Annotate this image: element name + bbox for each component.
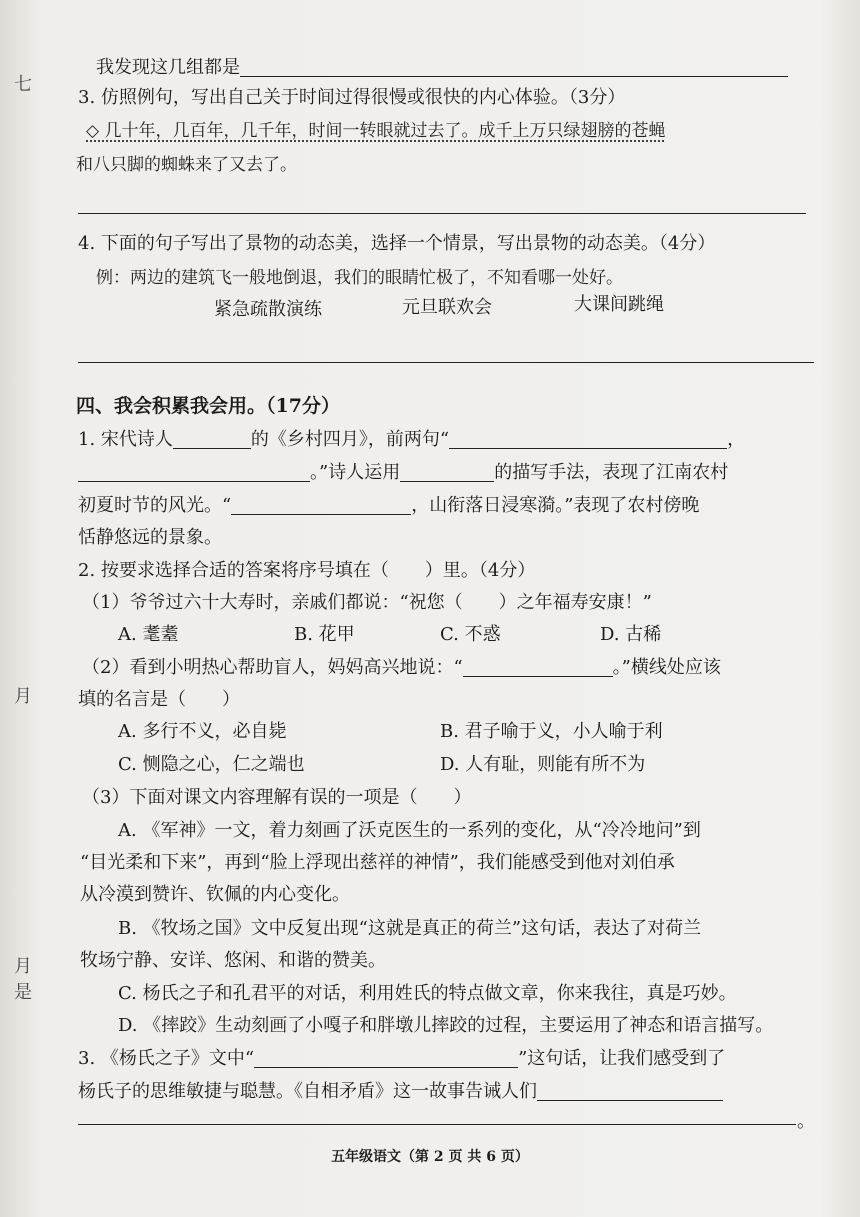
q3-example-line2: 和八只脚的蜘蛛来了又去了。 <box>76 155 297 175</box>
section-heading: 四、我会积累我会用。（17分） <box>76 395 340 417</box>
option[interactable]: C. 不惑 <box>440 624 501 645</box>
item2-title: 2. 按要求选择合适的答案将序号填在（ ）里。（4分） <box>78 560 536 581</box>
item1-line1: 1. 宋代诗人 的《乡村四月》，前两句“ ， <box>78 429 746 450</box>
item3-line1: 3. 《杨氏之子》文中“ ”这句话，让我们感受到了 <box>78 1048 726 1069</box>
item3-line2: 杨氏子的思维敏捷与聪慧。《自相矛盾》这一故事告诫人们 <box>78 1080 723 1104</box>
poem-blank-2[interactable] <box>78 461 310 482</box>
scene-option: 紧急疏散演练 <box>214 299 322 320</box>
option[interactable]: A. 耄耋 <box>118 624 179 645</box>
quote-blank[interactable] <box>254 1047 518 1068</box>
lesson-blank[interactable] <box>537 1080 723 1101</box>
answer-blank[interactable] <box>240 56 788 77</box>
answer-line[interactable] <box>78 1124 796 1125</box>
option[interactable]: B. 花甲 <box>294 624 355 645</box>
sub3-option-b[interactable]: B. 《牧场之国》文中反复出现“这就是真正的荷兰”这句话，表达了对荷兰 <box>118 918 702 939</box>
quote-blank[interactable] <box>463 656 613 677</box>
page-footer: 五年级语文（第 2 页 共 6 页） <box>331 1149 529 1165</box>
margin-mark: 月 <box>14 956 32 977</box>
technique-blank[interactable] <box>400 461 494 482</box>
end-period: 。 <box>797 1111 815 1132</box>
q4-title: 4. 下面的句子写出了景物的动态美，选择一个情景，写出景物的动态美。（4分） <box>78 233 716 254</box>
sub3-option-b-cont: 牧场宁静、安详、悠闲、和谐的赞美。 <box>80 950 386 971</box>
option[interactable]: C. 恻隐之心，仁之端也 <box>118 754 305 775</box>
margin-mark: 是 <box>14 982 32 1003</box>
sub3-option-a-cont: 从冷漠到赞许、钦佩的内心变化。 <box>80 884 350 905</box>
q4-example: 例：两边的建筑飞一般地倒退，我们的眼睛忙极了，不知看哪一处好。 <box>96 268 623 288</box>
option[interactable]: D. 古稀 <box>600 624 662 645</box>
item1-line4: 恬静悠远的景象。 <box>78 527 222 548</box>
sub2-line2: 填的名言是（ ） <box>78 689 240 710</box>
q3-title: 3. 仿照例句，写出自己关于时间过得很慢或很快的内心体验。（3分） <box>78 87 626 108</box>
sub3-title: （3）下面对课文内容理解有误的一项是（ ） <box>82 787 472 808</box>
item1-line2: 。”诗人运用 的描写手法，表现了江南农村 <box>78 461 728 485</box>
scene-option: 元旦联欢会 <box>402 297 492 318</box>
found-line <box>96 56 788 80</box>
option[interactable]: A. 多行不义，必自毙 <box>118 721 287 742</box>
sub3-option-d[interactable]: D. 《摔跤》生动刻画了小嘎子和胖墩儿摔跤的过程，主要运用了神态和语言描写。 <box>118 1015 774 1036</box>
option[interactable]: D. 人有耻，则能有所不为 <box>440 754 646 775</box>
poem-blank-3[interactable] <box>231 494 411 515</box>
sub2-line1: （2）看到小明热心帮助盲人，妈妈高兴地说：“ 。”横线处应该 <box>82 657 721 678</box>
sub1: （1）爷爷过六十大寿时，亲戚们都说：“祝您（ ）之年福寿安康！” <box>82 592 652 613</box>
q3-example-line1: ◇ 几十年，几百年，几千年，时间一转眼就过去了。成千上万只绿翅膀的苍蝇 <box>86 121 666 141</box>
answer-line[interactable] <box>78 213 806 214</box>
scene-option: 大课间跳绳 <box>574 294 664 315</box>
margin-mark: 月 <box>14 686 32 707</box>
sub3-option-a-cont: “目光柔和下来”，再到“脸上浮现出慈祥的神情”，我们能感受到他对刘伯承 <box>80 852 675 873</box>
sub3-option-a[interactable]: A. 《军神》一文，着力刻画了沃克医生的一系列的变化，从“冷冷地问”到 <box>118 820 701 841</box>
poet-blank[interactable] <box>173 428 251 449</box>
found-prefix: 我发现这几组都是 <box>96 57 240 78</box>
sub3-option-c[interactable]: C. 杨氏之子和孔君平的对话，利用姓氏的特点做文章，你来我往，真是巧妙。 <box>118 983 737 1004</box>
item1-line3: 初夏时节的风光。“ ，山衔落日浸寒漪。”表现了农村傍晚 <box>78 495 700 516</box>
option[interactable]: B. 君子喻于义，小人喻于利 <box>440 721 663 742</box>
answer-line[interactable] <box>78 362 814 363</box>
poem-blank[interactable] <box>449 428 727 449</box>
margin-mark: 七 <box>14 74 32 95</box>
